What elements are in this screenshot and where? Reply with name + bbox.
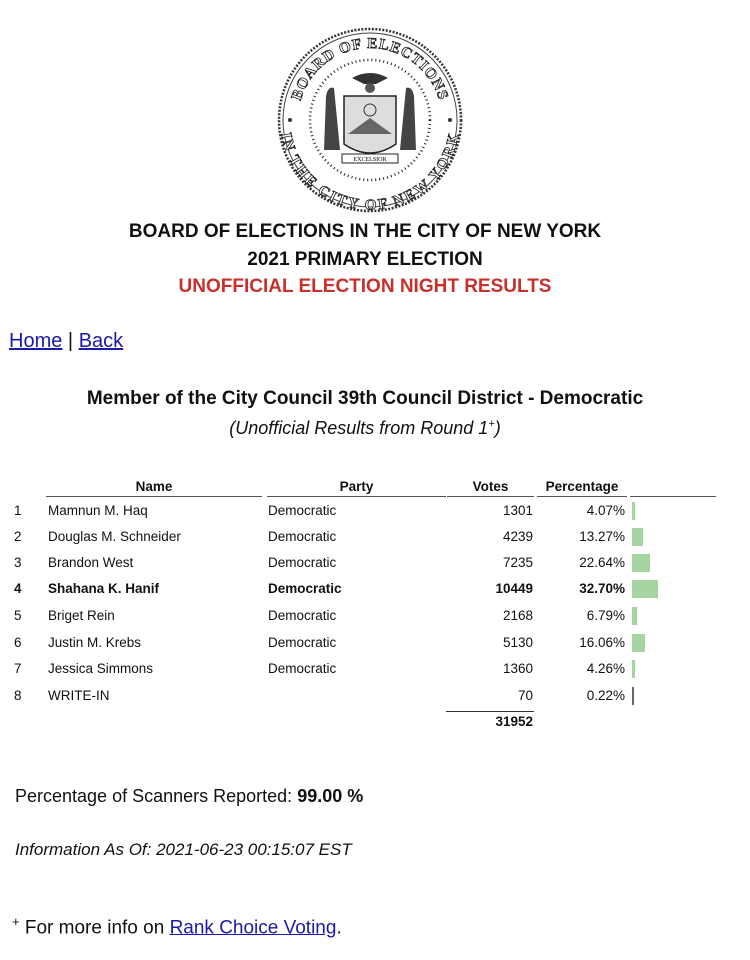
col-header-votes: Votes — [472, 479, 509, 494]
contest-subtitle — [0, 418, 730, 439]
info-timestamp: Information As Of: 2021-06-23 00:15:07 EST — [15, 840, 352, 859]
candidate-percentage: 22.64% — [579, 555, 625, 570]
candidate-votes: 1360 — [502, 661, 533, 676]
percentage-bar — [632, 687, 634, 705]
percentage-bar — [632, 554, 650, 572]
candidate-percentage: 32.70% — [579, 581, 625, 596]
election-title: 2021 PRIMARY ELECTION — [247, 249, 483, 270]
candidate-party: Democratic — [268, 635, 337, 650]
total-divider — [446, 711, 534, 712]
col-header-party: Party — [339, 479, 374, 494]
candidate-name: Shahana K. Hanif — [48, 581, 160, 596]
scanners-reported — [15, 786, 363, 807]
unofficial-banner: UNOFFICIAL ELECTION NIGHT RESULTS — [178, 276, 552, 297]
candidate-party: Democratic — [268, 661, 337, 676]
percentage-bar — [632, 607, 637, 625]
nav-links — [9, 330, 123, 353]
row-rank: 7 — [14, 661, 22, 676]
subtitle-sup: + — [488, 418, 495, 430]
candidate-percentage: 6.79% — [586, 608, 625, 623]
percentage-bar — [632, 502, 635, 520]
percentage-bar — [632, 580, 658, 598]
home-link[interactable]: Home — [9, 330, 63, 352]
board-of-elections-seal — [276, 26, 464, 214]
candidate-votes: 10449 — [495, 581, 533, 596]
contest-title: Member of the City Council 39th Council District - Democratic — [86, 388, 644, 409]
candidate-percentage: 4.07% — [586, 503, 625, 518]
scanners-value: 99.00 % — [297, 786, 364, 806]
candidate-votes: 7235 — [502, 555, 533, 570]
back-link[interactable]: Back — [78, 330, 124, 352]
candidate-name: Justin M. Krebs — [48, 635, 142, 650]
candidate-name: Mamnun M. Haq — [48, 503, 148, 518]
candidate-percentage: 16.06% — [579, 635, 625, 650]
footer-period: . — [336, 917, 342, 939]
row-rank: 3 — [14, 555, 22, 570]
candidate-votes: 2168 — [502, 608, 533, 623]
candidate-party: Democratic — [268, 503, 337, 518]
rank-choice-voting-link[interactable]: Rank Choice Voting — [169, 917, 337, 939]
candidate-percentage: 0.22% — [586, 688, 625, 703]
svg-text:BOARD OF ELECTIONS: BOARD OF ELECTIONS — [289, 35, 451, 103]
candidate-percentage: 4.26% — [586, 661, 625, 676]
candidate-percentage: 13.27% — [579, 529, 625, 544]
candidate-party: Democratic — [268, 529, 337, 544]
candidate-party: Democratic — [268, 608, 337, 623]
footer-text: For more info on — [24, 917, 165, 939]
col-header-name: Name — [135, 479, 173, 494]
footer-note — [12, 914, 342, 939]
row-rank: 5 — [14, 608, 22, 623]
nav-separator: | — [67, 330, 74, 352]
row-rank: 1 — [14, 503, 22, 518]
row-rank: 6 — [14, 635, 22, 650]
svg-text:EXCELSIOR: EXCELSIOR — [353, 157, 387, 163]
percentage-bar — [632, 660, 635, 678]
candidate-name: Jessica Simmons — [48, 661, 154, 676]
scanners-label: Percentage of Scanners Reported: — [15, 786, 293, 806]
percentage-bar — [632, 634, 645, 652]
candidate-party: Democratic — [268, 555, 337, 570]
candidate-votes: 4239 — [502, 529, 533, 544]
candidate-name: WRITE-IN — [48, 688, 110, 703]
row-rank: 8 — [14, 688, 22, 703]
subtitle-end: ) — [494, 418, 501, 438]
candidate-votes: 1301 — [502, 503, 533, 518]
subtitle-text: (Unofficial Results from Round 1 — [229, 418, 489, 438]
candidate-name: Brandon West — [48, 555, 134, 570]
candidate-votes: 5130 — [502, 635, 533, 650]
row-rank: 4 — [14, 581, 22, 596]
svg-text:IN THE CITY OF NEW YORK: IN THE CITY OF NEW YORK — [277, 131, 463, 214]
row-rank: 2 — [14, 529, 22, 544]
org-title: BOARD OF ELECTIONS IN THE CITY OF NEW YORK — [128, 221, 602, 242]
candidate-party: Democratic — [268, 581, 342, 596]
col-header-percentage: Percentage — [545, 479, 619, 494]
total-votes: 31952 — [495, 714, 533, 729]
candidate-name: Briget Rein — [48, 608, 115, 623]
percentage-bar — [632, 528, 643, 546]
footer-sup: + — [12, 914, 20, 929]
candidate-votes: 70 — [517, 688, 533, 703]
candidate-name: Douglas M. Schneider — [48, 529, 181, 544]
